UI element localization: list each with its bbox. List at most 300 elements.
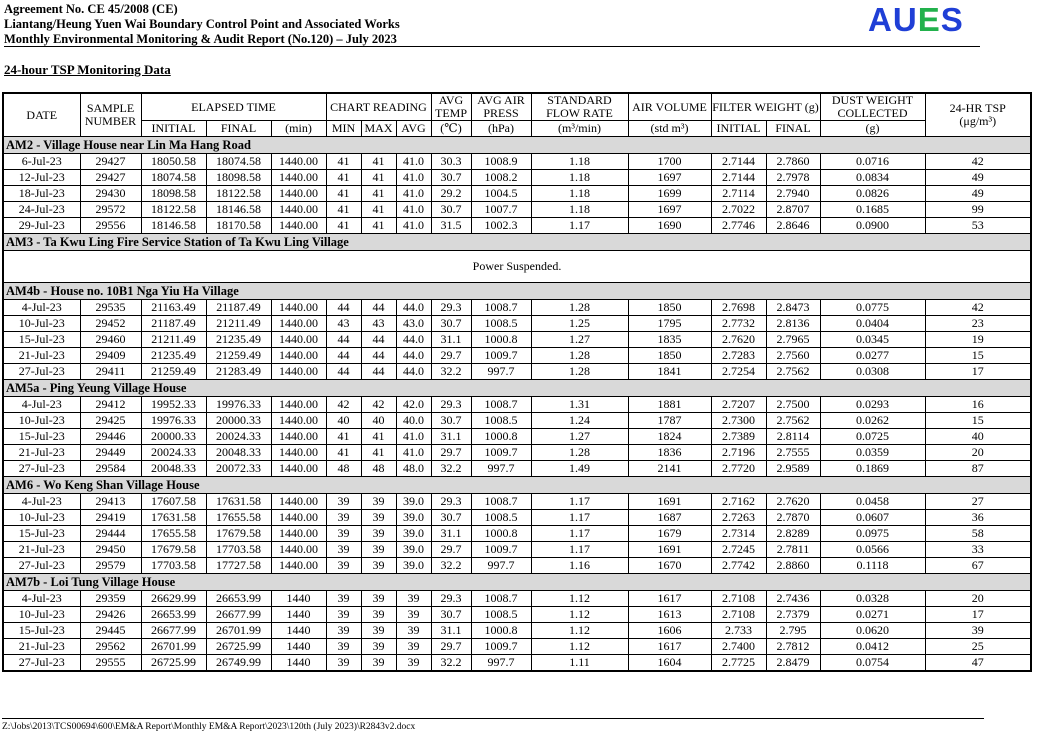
table-cell: 1.17	[531, 218, 628, 234]
tsp-label: 24-HR TSP	[949, 101, 1006, 115]
table-cell: 1.16	[531, 558, 628, 574]
table-cell: 19952.33	[141, 397, 206, 413]
table-cell: 1.18	[531, 186, 628, 202]
table-cell: 26701.99	[141, 639, 206, 655]
table-cell: 0.0725	[820, 429, 925, 445]
table-cell: 6-Jul-23	[3, 154, 80, 170]
table-cell: 17631.58	[206, 494, 271, 510]
table-cell: 29535	[80, 300, 141, 316]
table-cell: 44	[326, 348, 361, 364]
station-name: AM2 - Village House near Lin Ma Hang Road	[3, 137, 1031, 154]
table-cell: 1440	[271, 639, 326, 655]
logo-letter: E	[917, 1, 941, 38]
table-cell: 2.8114	[766, 429, 820, 445]
table-cell: 1440.00	[271, 445, 326, 461]
table-cell: 29562	[80, 639, 141, 655]
table-cell: 29.7	[431, 542, 471, 558]
table-cell: 1440.00	[271, 332, 326, 348]
table-cell: 49	[925, 186, 1031, 202]
table-row	[3, 364, 1031, 380]
table-cell: 1881	[628, 397, 711, 413]
table-cell: 42	[925, 300, 1031, 316]
table-cell: 30.7	[431, 170, 471, 186]
table-cell: 39	[396, 655, 431, 672]
table-cell: 1000.8	[471, 332, 531, 348]
table-cell: 18146.58	[141, 218, 206, 234]
table-row	[3, 348, 1031, 364]
table-cell: 0.0566	[820, 542, 925, 558]
table-cell: 1008.5	[471, 607, 531, 623]
table-cell: 39	[361, 607, 396, 623]
station-name: AM7b - Loi Tung Village House	[3, 574, 1031, 591]
table-row	[3, 445, 1031, 461]
table-cell: 2.7978	[766, 170, 820, 186]
table-cell: 42.0	[396, 397, 431, 413]
table-cell: 1697	[628, 170, 711, 186]
table-cell: 17727.58	[206, 558, 271, 574]
table-cell: 41.0	[396, 202, 431, 218]
table-cell: 4-Jul-23	[3, 300, 80, 316]
table-row	[3, 316, 1031, 332]
table-cell: 39	[361, 542, 396, 558]
table-cell: 39	[361, 655, 396, 672]
table-cell: 41	[326, 170, 361, 186]
table-cell: 29572	[80, 202, 141, 218]
table-cell: 30.7	[431, 510, 471, 526]
table-cell: 2.7389	[711, 429, 766, 445]
table-cell: 39	[326, 607, 361, 623]
table-cell: 0.0359	[820, 445, 925, 461]
table-cell: 2.7314	[711, 526, 766, 542]
table-cell: 29.7	[431, 445, 471, 461]
table-cell: 1691	[628, 542, 711, 558]
table-cell: 0.0404	[820, 316, 925, 332]
table-cell: 0.1118	[820, 558, 925, 574]
table-cell: 18074.58	[206, 154, 271, 170]
table-cell: 1009.7	[471, 639, 531, 655]
table-cell: 1009.7	[471, 542, 531, 558]
table-cell: 2.9589	[766, 461, 820, 477]
table-cell: 1440	[271, 607, 326, 623]
table-cell: 1440.00	[271, 348, 326, 364]
table-cell: 29556	[80, 218, 141, 234]
footer-rule	[2, 718, 984, 719]
table-cell: 2.7144	[711, 170, 766, 186]
table-cell: 26629.99	[141, 591, 206, 607]
table-cell: 1440.00	[271, 429, 326, 445]
table-cell: 2.7254	[711, 364, 766, 380]
table-cell: 1617	[628, 639, 711, 655]
table-cell: 20	[925, 445, 1031, 461]
table-cell: 4-Jul-23	[3, 397, 80, 413]
table-cell: 39	[361, 510, 396, 526]
table-cell: 43	[326, 316, 361, 332]
table-cell: 0.0277	[820, 348, 925, 364]
table-cell: 0.0900	[820, 218, 925, 234]
table-cell: 27-Jul-23	[3, 558, 80, 574]
table-cell: 29.3	[431, 300, 471, 316]
table-cell: 15	[925, 413, 1031, 429]
table-cell: 18074.58	[141, 170, 206, 186]
table-cell: 2.7114	[711, 186, 766, 202]
report-line: Monthly Environmental Monitoring & Audit Report (No.120) – July 2023	[4, 32, 397, 46]
table-cell: 29555	[80, 655, 141, 672]
table-cell: 2.7562	[766, 364, 820, 380]
table-cell: 39	[326, 494, 361, 510]
table-cell: 1009.7	[471, 348, 531, 364]
table-cell: 0.0754	[820, 655, 925, 672]
table-cell: 1440	[271, 655, 326, 672]
col-chart-max: MAX	[361, 121, 396, 137]
table-cell: 1008.7	[471, 397, 531, 413]
table-cell: 2.7108	[711, 607, 766, 623]
table-cell: 41	[361, 202, 396, 218]
table-cell: 1440.00	[271, 170, 326, 186]
col-chart-reading: CHART READING	[326, 93, 431, 121]
table-cell: 20000.33	[206, 413, 271, 429]
table-cell: 31.1	[431, 332, 471, 348]
table-row	[3, 639, 1031, 655]
table-row	[3, 558, 1031, 574]
table-cell: 0.0975	[820, 526, 925, 542]
table-row	[3, 332, 1031, 348]
table-cell: 21-Jul-23	[3, 445, 80, 461]
table-cell: 30.7	[431, 607, 471, 623]
table-cell: 2.7283	[711, 348, 766, 364]
table-cell: 2.7379	[766, 607, 820, 623]
col-24hr-tsp	[925, 93, 1031, 137]
table-cell: 2.8860	[766, 558, 820, 574]
table-cell: 1440.00	[271, 154, 326, 170]
table-cell: 2.7196	[711, 445, 766, 461]
table-cell: 1824	[628, 429, 711, 445]
table-cell: 2.8646	[766, 218, 820, 234]
table-cell: 44	[326, 300, 361, 316]
table-cell: 44.0	[396, 300, 431, 316]
table-cell: 40.0	[396, 413, 431, 429]
table-cell: 44	[361, 300, 396, 316]
table-cell: 1440.00	[271, 526, 326, 542]
table-cell: 1.11	[531, 655, 628, 672]
table-cell: 26725.99	[206, 639, 271, 655]
table-cell: 0.0308	[820, 364, 925, 380]
table-cell: 21187.49	[141, 316, 206, 332]
table-cell: 1008.9	[471, 154, 531, 170]
table-cell: 15	[925, 348, 1031, 364]
table-cell: 0.0328	[820, 591, 925, 607]
table-cell: 29444	[80, 526, 141, 542]
table-cell: 1440.00	[271, 397, 326, 413]
table-cell: 21-Jul-23	[3, 542, 80, 558]
table-cell: 1.28	[531, 300, 628, 316]
table-cell: 21283.49	[206, 364, 271, 380]
table-cell: 29460	[80, 332, 141, 348]
table-row	[3, 300, 1031, 316]
table-cell: 41	[361, 445, 396, 461]
col-elapsed-unit: (min)	[271, 121, 326, 137]
table-cell: 1440.00	[271, 218, 326, 234]
table-row	[3, 170, 1031, 186]
table-cell: 39	[396, 639, 431, 655]
col-air-volume: AIR VOLUME	[628, 93, 711, 121]
table-cell: 29446	[80, 429, 141, 445]
table-cell: 2.7263	[711, 510, 766, 526]
table-row	[3, 461, 1031, 477]
table-cell: 1.12	[531, 639, 628, 655]
table-cell: 2.7725	[711, 655, 766, 672]
tsp-data-table	[2, 92, 1032, 672]
table-cell: 15-Jul-23	[3, 623, 80, 639]
table-row	[3, 397, 1031, 413]
table-cell: 39	[326, 591, 361, 607]
table-cell: 44	[361, 332, 396, 348]
table-cell: 1836	[628, 445, 711, 461]
station-note-row	[3, 251, 1031, 283]
table-cell: 2.8136	[766, 316, 820, 332]
table-cell: 41	[361, 154, 396, 170]
table-cell: 2.7965	[766, 332, 820, 348]
table-cell: 1.12	[531, 623, 628, 639]
table-cell: 15-Jul-23	[3, 332, 80, 348]
table-cell: 39.0	[396, 510, 431, 526]
col-elapsed-initial: INITIAL	[141, 121, 206, 137]
table-cell: 0.0775	[820, 300, 925, 316]
col-filter-weight: FILTER WEIGHT (g)	[711, 93, 820, 121]
table-cell: 0.1869	[820, 461, 925, 477]
table-cell: 4-Jul-23	[3, 591, 80, 607]
table-cell: 2.7207	[711, 397, 766, 413]
table-cell: 997.7	[471, 461, 531, 477]
table-cell: 30.7	[431, 413, 471, 429]
table-cell: 1008.7	[471, 300, 531, 316]
table-cell: 39	[361, 591, 396, 607]
table-cell: 17631.58	[141, 510, 206, 526]
table-cell: 1.17	[531, 526, 628, 542]
table-cell: 39	[326, 558, 361, 574]
table-cell: 32.2	[431, 655, 471, 672]
table-cell: 1008.5	[471, 316, 531, 332]
table-cell: 2.7746	[711, 218, 766, 234]
col-elapsed-time: ELAPSED TIME	[141, 93, 326, 121]
table-cell: 1.49	[531, 461, 628, 477]
table-cell: 21211.49	[206, 316, 271, 332]
table-cell: 19976.33	[141, 413, 206, 429]
table-cell: 29426	[80, 607, 141, 623]
table-cell: 29579	[80, 558, 141, 574]
table-row	[3, 655, 1031, 672]
table-cell: 39	[326, 542, 361, 558]
table-cell: 39	[361, 494, 396, 510]
table-cell: 41	[361, 186, 396, 202]
table-cell: 1440.00	[271, 186, 326, 202]
table-cell: 67	[925, 558, 1031, 574]
table-cell: 87	[925, 461, 1031, 477]
table-cell: 4-Jul-23	[3, 494, 80, 510]
station-name: AM4b - House no. 10B1 Nga Yiu Ha Village	[3, 283, 1031, 300]
table-cell: 2.7144	[711, 154, 766, 170]
table-cell: 40	[925, 429, 1031, 445]
table-cell: 29.7	[431, 348, 471, 364]
table-cell: 40	[361, 413, 396, 429]
table-cell: 2.7811	[766, 542, 820, 558]
table-cell: 0.0834	[820, 170, 925, 186]
table-cell: 16	[925, 397, 1031, 413]
table-cell: 41.0	[396, 218, 431, 234]
table-cell: 43	[361, 316, 396, 332]
table-cell: 2.7860	[766, 154, 820, 170]
station-header-row	[3, 234, 1031, 251]
table-cell: 21-Jul-23	[3, 639, 80, 655]
table-cell: 32.2	[431, 558, 471, 574]
col-sample-number: SAMPLE NUMBER	[80, 93, 141, 137]
table-cell: 20	[925, 591, 1031, 607]
table-cell: 1690	[628, 218, 711, 234]
table-cell: 2.7698	[711, 300, 766, 316]
table-cell: 42	[361, 397, 396, 413]
logo-letter: S	[940, 1, 964, 38]
table-cell: 17679.58	[206, 526, 271, 542]
table-row	[3, 510, 1031, 526]
table-cell: 1440	[271, 591, 326, 607]
table-cell: 39	[326, 655, 361, 672]
table-cell: 0.0345	[820, 332, 925, 348]
table-cell: 29445	[80, 623, 141, 639]
table-row	[3, 218, 1031, 234]
table-cell: 29427	[80, 154, 141, 170]
table-cell: 10-Jul-23	[3, 413, 80, 429]
col-temp-unit: (℃)	[431, 121, 471, 137]
table-cell: 47	[925, 655, 1031, 672]
table-cell: 0.1685	[820, 202, 925, 218]
table-cell: 2.7500	[766, 397, 820, 413]
table-cell: 33	[925, 542, 1031, 558]
station-header-row	[3, 137, 1031, 154]
table-cell: 10-Jul-23	[3, 316, 80, 332]
col-fw-initial: INITIAL	[711, 121, 766, 137]
table-cell: 41.0	[396, 445, 431, 461]
table-cell: 29449	[80, 445, 141, 461]
table-cell: 17703.58	[206, 542, 271, 558]
table-cell: 17655.58	[141, 526, 206, 542]
table-cell: 2.7162	[711, 494, 766, 510]
table-cell: 997.7	[471, 364, 531, 380]
col-flow-unit: (m³/min)	[531, 121, 628, 137]
table-cell: 18122.58	[141, 202, 206, 218]
agreement-line: Agreement No. CE 45/2008 (CE)	[4, 2, 178, 16]
table-cell: 21211.49	[141, 332, 206, 348]
table-cell: 2.733	[711, 623, 766, 639]
table-row	[3, 186, 1031, 202]
table-cell: 41	[326, 445, 361, 461]
table-cell: 0.0271	[820, 607, 925, 623]
table-cell: 29.3	[431, 591, 471, 607]
table-cell: 20072.33	[206, 461, 271, 477]
col-fw-final: FINAL	[766, 121, 820, 137]
table-cell: 58	[925, 526, 1031, 542]
table-cell: 48.0	[396, 461, 431, 477]
table-cell: 32.2	[431, 364, 471, 380]
table-row	[3, 413, 1031, 429]
table-cell: 26677.99	[141, 623, 206, 639]
table-cell: 99	[925, 202, 1031, 218]
table-cell: 18050.58	[141, 154, 206, 170]
table-cell: 30.7	[431, 316, 471, 332]
table-cell: 44	[361, 364, 396, 380]
table-cell: 15-Jul-23	[3, 526, 80, 542]
table-cell: 27-Jul-23	[3, 655, 80, 672]
table-row	[3, 154, 1031, 170]
table-cell: 29359	[80, 591, 141, 607]
table-cell: 0.0716	[820, 154, 925, 170]
table-cell: 39	[326, 623, 361, 639]
table-cell: 42	[925, 154, 1031, 170]
table-cell: 12-Jul-23	[3, 170, 80, 186]
table-cell: 1440.00	[271, 316, 326, 332]
table-cell: 10-Jul-23	[3, 510, 80, 526]
table-cell: 41.0	[396, 429, 431, 445]
section-title: 24-hour TSP Monitoring Data	[4, 62, 171, 77]
table-cell: 44	[361, 348, 396, 364]
table-cell: 39	[925, 623, 1031, 639]
table-cell: 29.7	[431, 639, 471, 655]
table-cell: 29430	[80, 186, 141, 202]
footer-file-path: Z:\Jobs\2013\TCS00694\600\EM&A Report\Monthly EM&A Report\2023\120th (July 2023)\R2843v2.docx	[2, 722, 416, 732]
table-row	[3, 494, 1031, 510]
table-cell: 17607.58	[141, 494, 206, 510]
table-cell: 1440.00	[271, 510, 326, 526]
table-cell: 21-Jul-23	[3, 348, 80, 364]
table-cell: 17	[925, 607, 1031, 623]
table-cell: 1.28	[531, 348, 628, 364]
table-cell: 1440.00	[271, 558, 326, 574]
table-cell: 26653.99	[206, 591, 271, 607]
table-cell: 2.7562	[766, 413, 820, 429]
table-cell: 1613	[628, 607, 711, 623]
table-cell: 29.3	[431, 494, 471, 510]
table-cell: 18-Jul-23	[3, 186, 80, 202]
table-cell: 1850	[628, 300, 711, 316]
table-row	[3, 623, 1031, 639]
table-cell: 1.25	[531, 316, 628, 332]
table-cell: 1440.00	[271, 494, 326, 510]
table-cell: 1.12	[531, 591, 628, 607]
table-cell: 44	[326, 332, 361, 348]
table-cell: 39	[326, 510, 361, 526]
table-cell: 2.8473	[766, 300, 820, 316]
table-cell: 1440	[271, 623, 326, 639]
table-cell: 43.0	[396, 316, 431, 332]
table-cell: 997.7	[471, 558, 531, 574]
table-cell: 26749.99	[206, 655, 271, 672]
table-row	[3, 607, 1031, 623]
table-cell: 41.0	[396, 186, 431, 202]
table-cell: 39	[326, 639, 361, 655]
table-cell: 1.31	[531, 397, 628, 413]
table-cell: 39	[396, 623, 431, 639]
table-cell: 1007.7	[471, 202, 531, 218]
table-cell: 25	[925, 639, 1031, 655]
table-cell: 20000.33	[141, 429, 206, 445]
table-cell: 15-Jul-23	[3, 429, 80, 445]
table-cell: 1795	[628, 316, 711, 332]
table-cell: 1670	[628, 558, 711, 574]
table-cell: 1.18	[531, 170, 628, 186]
col-date: DATE	[3, 93, 80, 137]
table-cell: 18098.58	[141, 186, 206, 202]
table-cell: 1617	[628, 591, 711, 607]
table-cell: 21235.49	[141, 348, 206, 364]
table-cell: 2.7620	[711, 332, 766, 348]
